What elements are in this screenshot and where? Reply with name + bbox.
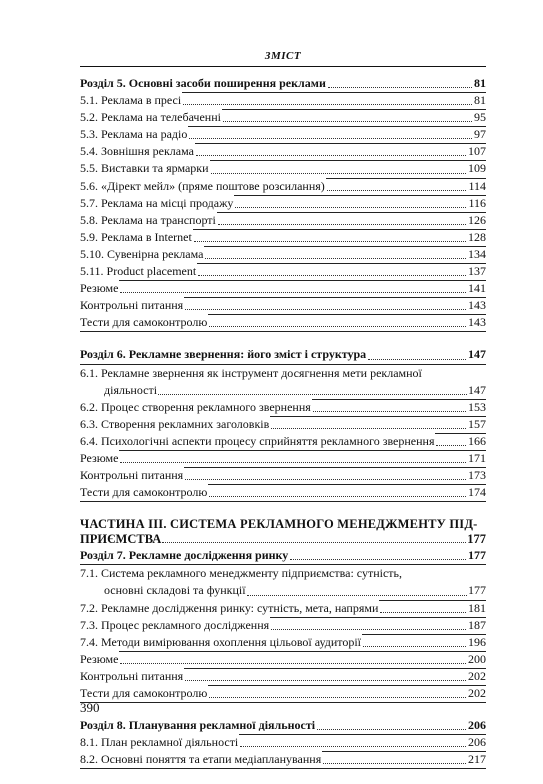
entry-title-cont [80, 582, 486, 599]
dot-leader [327, 190, 467, 191]
toc-entry [80, 281, 486, 298]
entry-page: 174 [468, 485, 486, 500]
entry-page: 141 [468, 281, 486, 296]
entry-page: 81 [474, 76, 486, 90]
dot-leader [183, 104, 472, 105]
entry-title: 5.6. «Дірект мейл» (пряме поштове розсилання) [80, 178, 326, 195]
dot-leader [158, 394, 467, 395]
toc-entry [80, 669, 486, 686]
entry-title: Тести для самоконтролю [80, 314, 208, 331]
entry-title: 6.3. Створення рекламних заголовків [80, 416, 270, 433]
dot-leader [271, 629, 466, 630]
entry-page: 171 [468, 450, 486, 465]
entry-page: 181 [468, 600, 486, 615]
toc-entry [80, 400, 486, 417]
table-of-contents [80, 76, 486, 784]
entry-page: 200 [468, 651, 486, 666]
toc-entry [80, 434, 486, 451]
entry-title: Контрольні питання [80, 297, 184, 314]
toc-entry [80, 451, 486, 468]
dot-leader [247, 595, 467, 596]
entry-title: 7.4. Методи вимірювання охоплення цільової аудиторії [80, 634, 362, 651]
entry-page: 196 [468, 634, 486, 649]
entry-title: Розділ 5. Основні засоби поширення реклами [80, 75, 327, 92]
entry-title: Контрольні питання [80, 668, 184, 685]
dot-leader [317, 729, 466, 730]
toc-entry [80, 468, 486, 485]
toc-entry [80, 485, 486, 502]
dot-leader [211, 173, 466, 174]
dot-leader [223, 121, 472, 122]
dot-leader [185, 309, 466, 310]
dot-leader [368, 359, 466, 360]
part-page: 177 [467, 532, 486, 547]
entry-title-line2: основні складові та функції [104, 583, 246, 598]
dot-leader [218, 224, 466, 225]
toc-section [80, 347, 486, 502]
entry-page: 143 [468, 315, 486, 330]
entry-title: 5.7. Реклама на місці продажу [80, 195, 234, 212]
dot-leader [313, 411, 466, 412]
entry-page: 157 [468, 416, 486, 431]
entry-page: 206 [468, 735, 486, 750]
dot-leader [194, 241, 466, 242]
entry-page: 143 [468, 298, 486, 313]
part-heading [80, 517, 486, 547]
toc-entry [80, 752, 486, 769]
entry-title: Розділ 8. Планування рекламної діяльності [80, 717, 316, 734]
entry-page: 147 [468, 382, 486, 397]
toc-entry [80, 735, 486, 752]
dot-leader [209, 496, 466, 497]
toc-entry [80, 315, 486, 332]
entry-title: Тести для самоконтролю [80, 685, 208, 702]
dot-leader [198, 275, 466, 276]
entry-page: 177 [468, 583, 486, 598]
entry-title-line2: діяльності [104, 382, 158, 397]
dot-leader [235, 207, 466, 208]
entry-page: 97 [474, 127, 486, 142]
entry-title: Контрольні питання [80, 467, 184, 484]
dot-leader [271, 428, 466, 429]
entry-title: 5.3. Реклама на радіо [80, 126, 188, 143]
entry-page: 177 [468, 548, 486, 563]
toc-entry [80, 652, 486, 669]
toc-entry [80, 110, 486, 127]
toc-entry [80, 127, 486, 144]
entry-page: 173 [468, 468, 486, 483]
entry-page: 153 [468, 399, 486, 414]
toc-entry [80, 298, 486, 315]
entry-title: Тести для самоконтролю [80, 484, 208, 501]
toc-entry [80, 230, 486, 247]
entry-page: 217 [468, 752, 486, 767]
dot-leader [189, 138, 472, 139]
entry-page: 187 [468, 617, 486, 632]
entry-page: 137 [468, 264, 486, 279]
dot-leader [120, 462, 466, 463]
chapter-entry [80, 548, 486, 565]
chapter-entry [80, 347, 486, 364]
dot-leader [380, 612, 466, 613]
entry-title: 5.9. Реклама в Internet [80, 229, 193, 246]
dot-leader [120, 292, 466, 293]
entry-page: 95 [474, 110, 486, 125]
dot-leader [120, 663, 466, 664]
entry-title: 6.2. Процес створення рекламного звернення [80, 399, 312, 416]
chapter-entry [80, 76, 486, 93]
dot-leader [185, 680, 466, 681]
toc-entry [80, 365, 486, 400]
part-title-line2-text: ПРИЄМСТВА [80, 532, 162, 547]
dot-leader [185, 479, 466, 480]
entry-page: 166 [468, 433, 486, 448]
dot-leader [328, 87, 472, 88]
running-header: ЗМІСТ [264, 50, 302, 62]
entry-title: 5.10. Сувенірна реклама [80, 246, 204, 263]
entry-page: 109 [468, 161, 486, 176]
toc-entry [80, 565, 486, 600]
entry-title: 6.4. Психологічні аспекти процесу сприйняття рекламного звернення [80, 433, 435, 450]
entry-page: 128 [468, 229, 486, 244]
entry-title: 6.1. Рекламне звернення як інструмент досягнення мети рекламної [80, 365, 422, 380]
toc-entry [80, 635, 486, 652]
toc-entry [80, 618, 486, 635]
dot-leader [290, 559, 466, 560]
toc-entry [80, 686, 486, 703]
entry-title: Резюме [80, 651, 119, 668]
dot-leader [323, 763, 466, 764]
dot-leader [205, 258, 466, 259]
entry-title: 7.1. Система рекламного менеджменту підприємства: сутність, [80, 566, 403, 581]
entry-page: 202 [468, 686, 486, 700]
dot-leader [209, 326, 466, 327]
entry-page: 147 [468, 347, 486, 362]
toc-entry [80, 247, 486, 264]
entry-title: 7.2. Рекламне дослідження ринку: сутність, мета, напрями [80, 600, 379, 617]
entry-title: Резюме [80, 280, 119, 297]
dot-leader [196, 155, 466, 156]
entry-title: Резюме [80, 450, 119, 467]
entry-title: 5.2. Реклама на телебаченні [80, 109, 222, 126]
toc-section [80, 548, 486, 703]
entry-title: 5.5. Виставки та ярмарки [80, 160, 210, 177]
entry-page: 107 [468, 144, 486, 159]
entry-page: 116 [468, 195, 486, 210]
toc-entry [80, 264, 486, 281]
dot-leader [363, 646, 466, 647]
entry-page: 134 [468, 246, 486, 261]
toc-entry [80, 213, 486, 230]
entry-title: Розділ 7. Рекламне дослідження ринку [80, 547, 289, 564]
toc-entry [80, 601, 486, 618]
entry-page: 126 [468, 212, 486, 227]
toc-entry [80, 196, 486, 213]
entry-title-cont [80, 382, 486, 399]
toc-entry [80, 144, 486, 161]
entry-title: 5.11. Product placement [80, 263, 197, 280]
header-rule [80, 66, 486, 67]
toc-entry [80, 161, 486, 178]
entry-page: 202 [468, 668, 486, 683]
entry-title: 5.1. Реклама в пресі [80, 92, 182, 109]
entry-title: 8.1. План рекламної діяльності [80, 734, 239, 751]
chapter-entry [80, 718, 486, 735]
toc-entry [80, 93, 486, 110]
entry-title: 8.2. Основні поняття та етапи медіапланування [80, 751, 322, 768]
entry-page: 81 [474, 93, 486, 108]
dot-leader [436, 445, 466, 446]
toc-section [80, 718, 486, 769]
toc-entry [80, 179, 486, 196]
entry-page: 206 [468, 718, 486, 733]
part-title-line2 [80, 532, 486, 547]
entry-title: Розділ 6. Рекламне звернення: його зміст і структура [80, 346, 367, 363]
entry-title: 5.8. Реклама на транспорті [80, 212, 217, 229]
dot-leader [240, 746, 466, 747]
entry-title: 7.3. Процес рекламного дослідження [80, 617, 270, 634]
dot-leader [162, 542, 466, 543]
dot-leader [209, 697, 466, 698]
toc-section [80, 76, 486, 332]
entry-page: 114 [468, 178, 486, 193]
page-number: 390 [80, 700, 100, 715]
part-title-line1: ЧАСТИНА ІІІ. СИСТЕМА РЕКЛАМНОГО МЕНЕДЖМЕНТУ ПІД- [80, 517, 478, 532]
toc-entry [80, 417, 486, 434]
entry-title: 5.4. Зовнішня реклама [80, 143, 195, 160]
